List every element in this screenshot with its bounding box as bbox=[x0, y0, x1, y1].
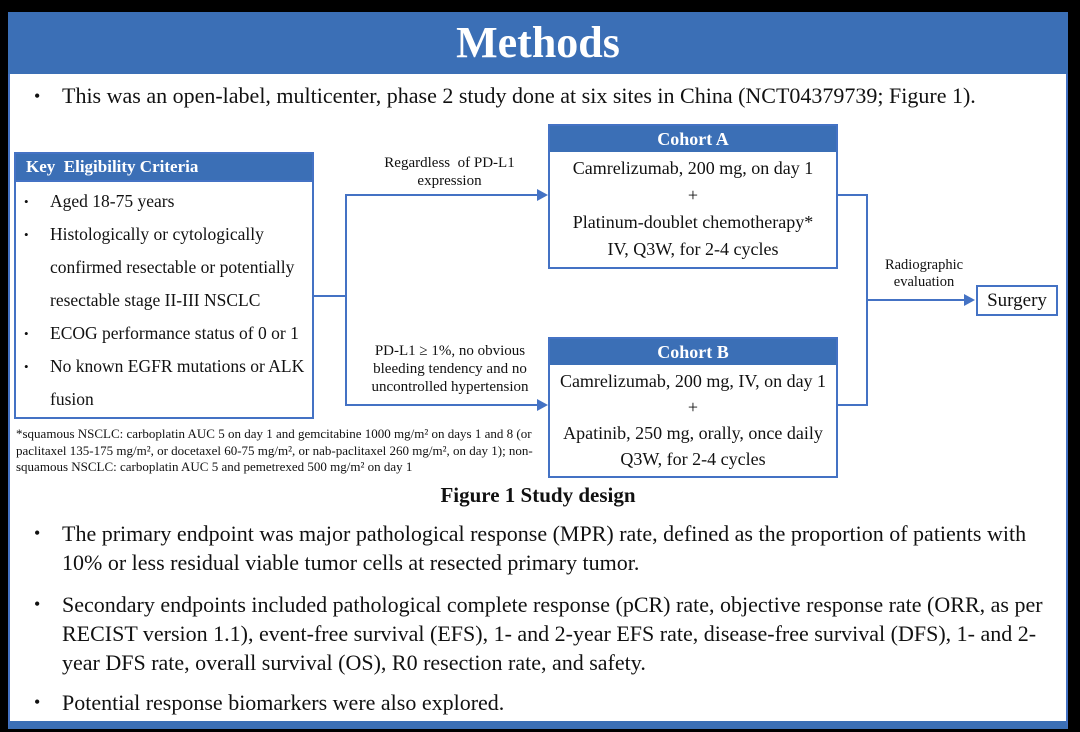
eligibility-box bbox=[14, 152, 314, 419]
bullet-marker: • bbox=[24, 359, 29, 374]
arrow-to-cohort-a-line bbox=[345, 194, 537, 196]
cohort-a-line: + bbox=[687, 185, 699, 205]
eligibility-item bbox=[24, 185, 306, 218]
cohort-a-header: Cohort A bbox=[548, 124, 838, 152]
bullet-intro-text: This was an open-label, multicenter, phase 2 study done at six sites in China (NCT04379739; Figure 1). bbox=[62, 83, 976, 108]
cohort-a-line: Camrelizumab, 200 mg, on day 1 bbox=[572, 158, 814, 178]
cohort-b-out-line bbox=[838, 404, 868, 406]
bullet-marker: • bbox=[24, 194, 29, 209]
bullet-marker: • bbox=[34, 692, 41, 712]
bullet-marker: • bbox=[34, 594, 41, 614]
bullet-biomarkers-text: Potential response biomarkers were also explored. bbox=[62, 690, 505, 715]
eligibility-item-text: Aged 18-75 years bbox=[50, 191, 175, 211]
arrow-to-cohort-b-line bbox=[345, 404, 537, 406]
eligibility-body bbox=[14, 180, 314, 419]
eligibility-item-text: Histologically or cytologically confirmed resectable or potentially resectable stage II-III NSCLC bbox=[50, 224, 295, 310]
figure-footnote: *squamous NSCLC: carboplatin AUC 5 on day 1 and gemcitabine 1000 mg/m² on days 1 and 8 (or paclitaxel 135-175 mg/m², or docetaxel 60-75 mg/m², or nab-paclitaxel 260 mg/m², on day 1); non-squamous NSCLC: carboplatin AUC 5 and pemetrexed 500 mg/m² on day 1 bbox=[16, 426, 533, 474]
bullet-marker: • bbox=[34, 523, 41, 543]
cohort-a-out-line bbox=[838, 194, 868, 196]
connector-eligibility-line bbox=[313, 295, 346, 297]
cohort-a-body bbox=[548, 152, 838, 269]
bullet-intro bbox=[34, 82, 1050, 110]
radiographic-evaluation-label: Radiographic evaluation bbox=[884, 257, 964, 290]
eligibility-item-text: ECOG performance status of 0 or 1 bbox=[50, 323, 299, 343]
branch-label-top: Regardless of PD-L1 expression bbox=[384, 155, 519, 189]
eligibility-header: Key Eligibility Criteria bbox=[14, 152, 314, 180]
bullet-secondary-text: Secondary endpoints included pathological complete response (pCR) rate, objective response rate (ORR, as per RECIST version 1.1), event-free survival (EFS), 1- and 2-year EFS rate, disease-free survival (DFS), 1- and 2-year DFS rate, overall survival (OS), R0 resection rate, and safety. bbox=[62, 592, 1043, 675]
branch-label-bottom: PD-L1 ≥ 1%, no obvious bleeding tendency and no uncontrolled hypertension bbox=[371, 343, 529, 395]
bullet-marker: • bbox=[34, 86, 41, 106]
cohort-a-line: IV, Q3W, for 2-4 cycles bbox=[607, 239, 779, 259]
eligibility-item bbox=[24, 317, 306, 350]
arrow-to-surgery-line bbox=[866, 299, 964, 301]
arrowhead-cohort-b-icon bbox=[537, 399, 548, 411]
bullet-marker: • bbox=[24, 326, 29, 341]
eligibility-item-text: No known EGFR mutations or ALK fusion bbox=[50, 356, 305, 409]
figure-caption: Figure 1 Study design bbox=[440, 483, 636, 507]
cohort-b-line: Camrelizumab, 200 mg, IV, on day 1 bbox=[559, 371, 827, 391]
bullet-biomarkers bbox=[34, 688, 1048, 717]
cohort-a-box bbox=[548, 124, 838, 269]
bullet-primary-text: The primary endpoint was major pathological response (MPR) rate, defined as the proportion of patients with 10% or less residual viable tumor cells at resected primary tumor. bbox=[62, 521, 1027, 575]
cohort-b-line: Apatinib, 250 mg, orally, once daily bbox=[563, 423, 823, 443]
slide-title-bar bbox=[8, 12, 1068, 74]
bullet-primary-endpoint bbox=[34, 519, 1048, 577]
cohort-b-header: Cohort B bbox=[548, 337, 838, 365]
eligibility-item bbox=[24, 350, 306, 416]
cohort-b-box bbox=[548, 337, 838, 478]
arrowhead-cohort-a-icon bbox=[537, 189, 548, 201]
arrowhead-surgery-icon bbox=[964, 294, 975, 306]
bullet-marker: • bbox=[24, 227, 29, 242]
branch-vertical-line bbox=[345, 194, 347, 406]
cohort-b-line: + bbox=[687, 397, 699, 417]
cohort-b-body bbox=[548, 365, 838, 478]
cohort-b-line: Q3W, for 2-4 cycles bbox=[620, 449, 766, 469]
cohort-a-line: Platinum-doublet chemotherapy* bbox=[572, 212, 814, 232]
eligibility-item bbox=[24, 218, 306, 317]
bullet-secondary-endpoints bbox=[34, 590, 1048, 677]
page-title: Methods bbox=[456, 18, 620, 67]
surgery-box: Surgery bbox=[976, 285, 1058, 316]
